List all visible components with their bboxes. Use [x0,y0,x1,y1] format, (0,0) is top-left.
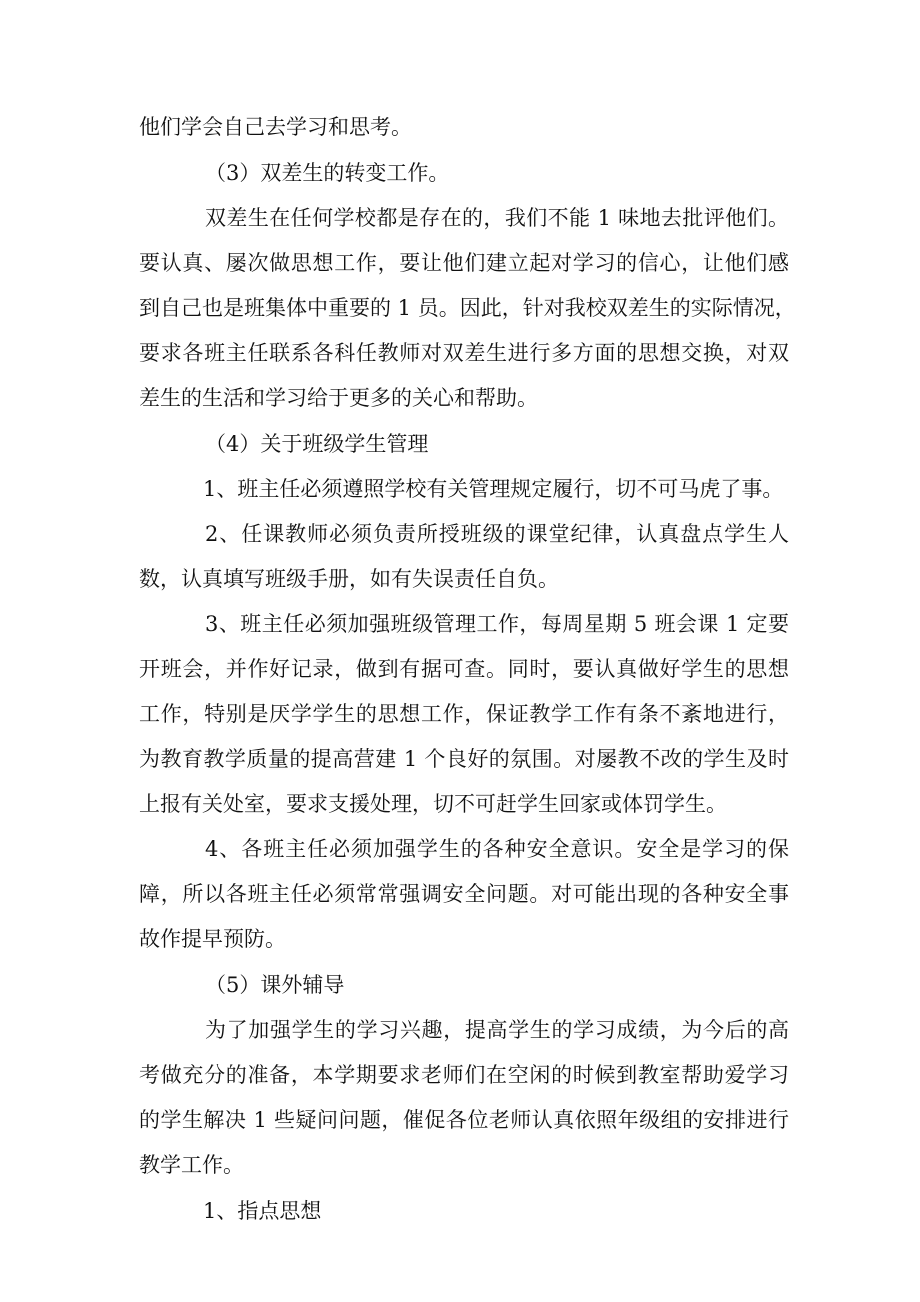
paragraph-line: 教学工作。 [139,1153,244,1177]
paragraph-line: 要求各班主任联系各科任教师对双差生进行多方面的思想交换，对双 [139,341,789,365]
paragraph-line: 考做充分的准备，本学期要求老师们在空闲的时候到教室帮助爱学习 [139,1063,789,1087]
paragraph-line: 要认真、屡次做思想工作，要让他们建立起对学习的信心，让他们感 [139,251,789,275]
paragraph-line: 故作提早预防。 [139,927,286,951]
list-item-line: 1、班主任必须遵照学校有关管理规定履行，切不可马虎了事。 [203,477,784,501]
paragraph-line: 双差生在任何学校都是存在的，我们不能 1 味地去批评他们。 [205,206,789,230]
paragraph-line: 障，所以各班主任必须常常强调安全问题。对可能出现的各种安全事 [139,882,789,906]
section-heading: （4）关于班级学生管理 [205,432,429,456]
list-item-line: 3、班主任必须加强班级管理工作，每周星期 5 班会课 1 定要 [205,612,789,636]
paragraph-line: 数，认真填写班级手册，如有失误责任自负。 [139,567,559,591]
paragraph-line: 的学生解决 1 些疑问问题，催促各位老师认真依照年级组的安排进行 [139,1108,789,1132]
paragraph-line: 为了加强学生的学习兴趣，提高学生的学习成绩，为今后的高 [205,1018,789,1042]
section-heading: （5）课外辅导 [205,973,345,997]
section-heading: （3）双差生的转变工作。 [205,161,450,185]
list-item-line: 2、任课教师必须负责所授班级的课堂纪律，认真盘点学生人 [205,522,789,546]
list-item-line: 4、各班主任必须加强学生的各种安全意识。安全是学习的保 [205,837,789,861]
paragraph-line: 开班会，并作好记录，做到有据可查。同时，要认真做好学生的思想 [139,657,789,681]
paragraph-line: 差生的生活和学习给于更多的关心和帮助。 [139,386,538,410]
section-heading: 1、指点思想 [203,1199,322,1223]
paragraph-line: 他们学会自己去学习和思考。 [139,115,412,139]
paragraph-line: 上报有关处室，要求支援处理，切不可赶学生回家或体罚学生。 [139,792,727,816]
paragraph-line: 工作，特别是厌学学生的思想工作，保证教学工作有条不紊地进行， [139,702,789,726]
paragraph-line: 为教育教学质量的提高营建 1 个良好的氛围。对屡教不改的学生及时 [139,747,789,771]
paragraph-line: 到自己也是班集体中重要的 1 员。因此，针对我校双差生的实际情况， [139,296,796,320]
